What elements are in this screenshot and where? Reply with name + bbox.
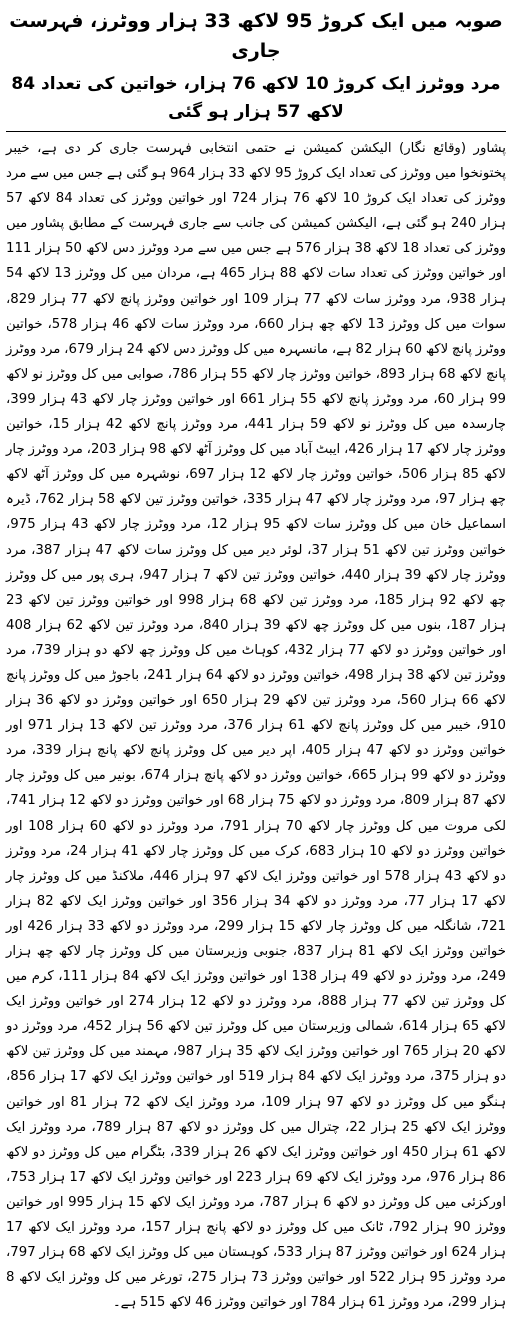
- subheadline: مرد ووٹرز ایک کروڑ 10 لاکھ 76 ہزار، خواتین کی تعداد 84 لاکھ 57 ہزار ہو گئی: [11, 74, 501, 122]
- headline: صوبہ میں ایک کروڑ 95 لاکھ 33 ہزار ووٹرز، فہرست جاری: [9, 10, 503, 62]
- article-body: پشاور (وقائع نگار) الیکشن کمیشن نے حتمی انتخابی فہرست جاری کر دی ہے، خیبر پختونخوا میں ووٹرز کی تعداد ایک کروڑ 95 لاکھ 33 ہزار 964 ہو گئی ہے جس میں سے مرد ووٹرز کی تعداد ایک کروڑ 10 لاکھ 76 ہزار 724 اور خواتین ووٹرز کی تعداد 84 لاکھ 57 ہزار 240 ہو گئی ہے، الیکشن کمیشن کی جانب سے جاری فہرست کے مطابق پشاور میں ووٹرز کی تعداد 18 لاکھ 38 ہزار 576 ہے جس میں سے مرد ووٹرز دس لاکھ 50 ہزار 111 اور خواتین ووٹرز کی تعداد سات لاکھ 88 ہزار 465 ہے، مردان میں کل ووٹرز 13 لاکھ 54 ہزار 938، مرد ووٹرز سات لاکھ 77 ہزار 109 اور خواتین ووٹرز پانچ لاکھ 77 ہزار 829، سوات میں کل ووٹرز 13 لاکھ چھ ہزار 660، مرد ووٹرز سات لاکھ 46 ہزار 578، خواتین ووٹرز پانچ لاکھ 60 ہزار 82 ہے، مانسہرہ میں کل ووٹرز دس لاکھ 24 ہزار 679، مرد ووٹرز پانچ لاکھ 68 ہزار 893، خواتین ووٹرز چار لاکھ 55 ہزار 786، صوابی میں کل ووٹرز نو لاکھ 99 ہزار 60، مرد ووٹرز پانچ لاکھ 55 ہزار 661 اور خواتین ووٹرز چار لاکھ 43 ہزار 399، چارسدہ میں کل ووٹرز نو لاکھ 59 ہزار 441، مرد ووٹرز پانچ لاکھ 42 ہزار 15، خواتین ووٹرز چار لاکھ 17 ہزار 426، ایبٹ آباد میں کل ووٹرز آٹھ لاکھ 98 ہزار 203، مرد ووٹرز چار لاکھ 85 ہزار 506، خواتین ووٹرز چار لاکھ 12 ہزار 697، نوشہرہ میں کل ووٹرز آٹھ لاکھ چھ ہزار 97، مرد ووٹرز چار لاکھ 47 ہزار 335، خواتین ووٹرز تین لاکھ 58 ہزار 762، ڈیرہ اسماعیل خان میں کل ووٹرز سات لاکھ 95 ہزار 12، مرد ووٹرز چار لاکھ 43 ہزار 975، خواتین ووٹرز تین لاکھ 51 ہزار 37، لوئر دیر میں کل ووٹرز سات لاکھ 47 ہزار 387، مرد ووٹرز چار لاکھ 39 ہزار 440، خواتین ووٹرز تین لاکھ 7 ہزار 947، ہری پور میں کل ووٹرز چھ لاکھ 92 ہزار 185، مرد ووٹرز تین لاکھ 68 ہزار 998 اور خواتین ووٹرز تین لاکھ 23 ہزار 187، بنوں میں کل ووٹرز چھ لاکھ 39 ہزار 840، مرد ووٹرز تین لاکھ 62 ہزار 408 اور خواتین ووٹرز دو لاکھ 77 ہزار 432، کوہاٹ میں کل ووٹرز چھ لاکھ دو ہزار 739، مرد ووٹرز تین لاکھ 38 ہزار 498، خواتین ووٹرز دو لاکھ 64 ہزار 241، باجوڑ میں کل ووٹرز پانچ لاکھ 66 ہزار 560، مرد ووٹرز تین لاکھ 29 ہزار 650 اور خواتین ووٹرز دو لاکھ 36 ہزار 910، خیبر میں کل ووٹرز پانچ لاکھ 61 ہزار 376، مرد ووٹرز تین لاکھ 13 ہزار 971 اور خواتین ووٹرز دو لاکھ 47 ہزار 405، اپر دیر میں کل ووٹرز پانچ لاکھ پانچ ہزار 339، مرد ووٹرز دو لاکھ 99 ہزار 665، خواتین ووٹرز دو لاکھ پانچ ہزار 674، بونیر میں کل ووٹرز چار لاکھ 87 ہزار 809، مرد ووٹرز دو لاکھ 75 ہزار 68 اور خواتین ووٹرز دو لاکھ 12 ہزار 741، لکی مروت میں کل ووٹرز چار لاکھ 70 ہزار 791، مرد ووٹرز دو لاکھ 60 ہزار 108 اور خواتین ووٹرز دو لاکھ 10 ہزار 683، کرک میں کل ووٹرز چار لاکھ 41 ہزار 24، مرد ووٹرز دو لاکھ 43 ہزار 578 اور خواتین ووٹرز ایک لاکھ 97 ہزار 446، ملاکنڈ میں کل ووٹرز چار لاکھ 17 ہزار 77، مرد ووٹرز دو لاکھ 34 ہزار 356 اور خواتین ووٹرز ایک لاکھ 82 ہزار 721، شانگلہ میں کل ووٹرز چار لاکھ 15 ہزار 299، مرد ووٹرز دو لاکھ 33 ہزار 426 اور خواتین ووٹرز ایک لاکھ 81 ہزار 837، جنوبی وزیرستان میں کل ووٹرز چار لاکھ چھ ہزار 249، مرد ووٹرز دو لاکھ 49 ہزار 138 اور خواتین ووٹرز ایک لاکھ 84 ہزار 111، کرم میں کل ووٹرز تین لاکھ 77 ہزار 888، مرد ووٹرز دو لاکھ 12 ہزار 274 اور خواتین ووٹرز ایک لاکھ 65 ہزار 614، شمالی وزیرستان میں کل ووٹرز تین لاکھ 56 ہزار 452، مرد ووٹرز دو لاکھ 20 ہزار 765 اور خواتین ووٹرز ایک لاکھ 35 ہزار 987، مہمند میں کل ووٹرز تین لاکھ دو ہزار 375، مرد ووٹرز ایک لاکھ 84 ہزار 519 اور خواتین ووٹرز ایک لاکھ 17 ہزار 856، ہنگو میں کل ووٹرز دو لاکھ 97 ہزار 109، مرد ووٹرز ایک لاکھ 72 ہزار 81 اور خواتین ووٹرز ایک لاکھ 25 ہزار 22، چترال میں کل ووٹرز دو لاکھ 87 ہزار 789، مرد ووٹرز ایک لاکھ 61 ہزار 450 اور خواتین ووٹرز ایک لاکھ 26 ہزار 339، بٹگرام میں کل ووٹرز دو لاکھ 86 ہزار 976، مرد ووٹرز ایک لاکھ 69 ہزار 223 اور خواتین ووٹرز ایک لاکھ 17 ہزار 753، اورکزئی میں کل ووٹرز دو لاکھ 6 ہزار 787، مرد ووٹرز ایک لاکھ 15 ہزار 995 اور خواتین ووٹرز 90 ہزار 792، ٹانک میں کل ووٹرز دو لاکھ پانچ ہزار 157، مرد ووٹرز ایک لاکھ 17 ہزار 624 اور خواتین ووٹرز 87 ہزار 533، کوہستان میں کل ووٹرز ایک لاکھ 68 ہزار 797، مرد ووٹرز 95 ہزار 522 اور خواتین ووٹرز 73 ہزار 275، تورغر میں کل ووٹرز ایک لاکھ 8 ہزار 299، مرد ووٹرز 61 ہزار 784 اور خواتین ووٹرز 46 لاکھ 515 ہے۔: [6, 141, 507, 1311]
- divider: [6, 131, 506, 132]
